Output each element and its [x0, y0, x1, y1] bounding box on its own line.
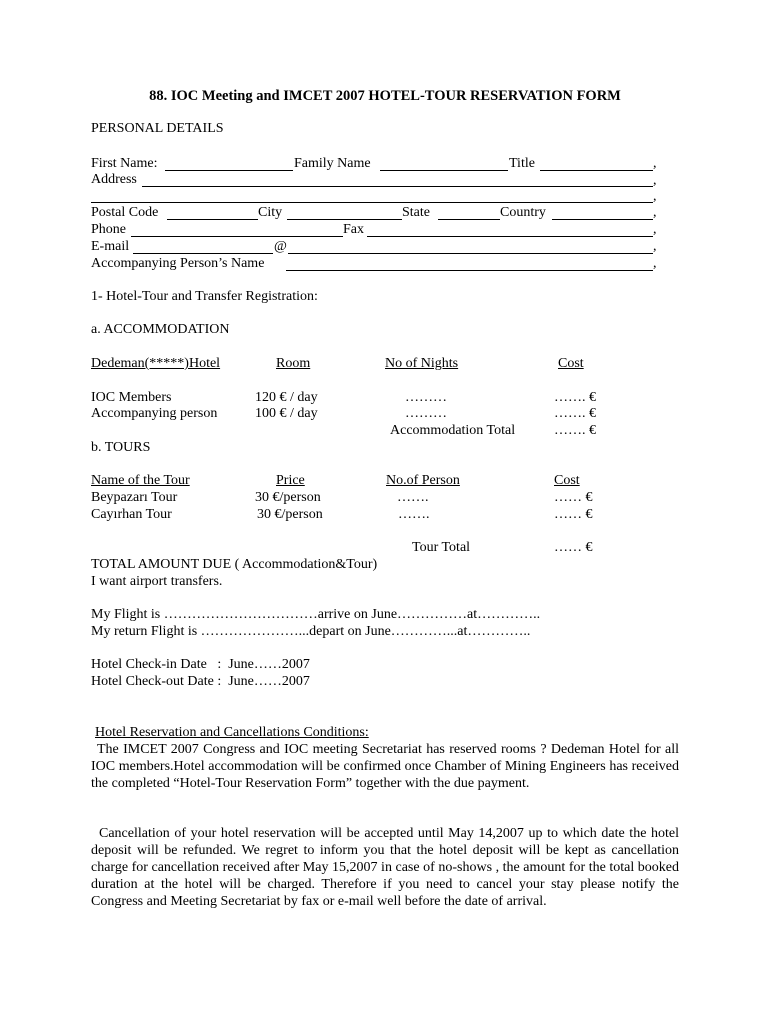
tour-header-persons: No.of Person — [386, 473, 460, 488]
tour-header-price: Price — [276, 473, 305, 488]
form-title: 88. IOC Meeting and IMCET 2007 HOTEL-TOUR RESERVATION FORM — [149, 88, 621, 104]
acc-row-cost[interactable]: ……. € — [554, 406, 596, 421]
tour-row-cost[interactable]: …… € — [554, 507, 593, 522]
tour-row-price: 30 €/person — [255, 490, 321, 505]
accommodation-total-cost[interactable]: ……. € — [554, 423, 596, 438]
comma: , — [653, 173, 657, 188]
acc-row-nights[interactable]: ……… — [405, 390, 447, 405]
acc-row-type: Accompanying person — [91, 406, 218, 421]
tour-row-name: Beypazarı Tour — [91, 490, 178, 505]
acc-header-cost: Cost — [558, 356, 584, 371]
acc-header-hotel: Dedeman(*****)Hotel — [91, 356, 221, 371]
at-sign: @ — [274, 239, 287, 254]
comma: , — [653, 156, 657, 171]
tour-row-name: Cayırhan Tour — [91, 507, 172, 522]
city-field[interactable] — [287, 219, 402, 220]
acc-row-room: 100 € / day — [255, 406, 318, 421]
personal-details-heading: PERSONAL DETAILS — [91, 121, 224, 136]
country-label: Country — [500, 205, 546, 220]
acc-header-nights: No of Nights — [385, 356, 459, 371]
address-field-2[interactable] — [91, 202, 653, 203]
conditions-heading: Hotel Reservation and Cancellations Conditions: — [95, 725, 369, 740]
accommodation-heading: a. ACCOMMODATION — [91, 322, 230, 337]
comma: , — [653, 256, 657, 271]
tour-total-cost[interactable]: …… € — [554, 540, 593, 555]
tour-row-persons[interactable]: ……. — [397, 490, 429, 505]
comma: , — [653, 222, 657, 237]
checkin-date[interactable]: Hotel Check-in Date : June……2007 — [91, 657, 310, 672]
accommodation-total-label: Accommodation Total — [390, 423, 516, 438]
accompanying-person-label: Accompanying Person’s Name — [91, 256, 265, 271]
acc-row-room: 120 € / day — [255, 390, 318, 405]
checkout-date[interactable]: Hotel Check-out Date : June……2007 — [91, 674, 310, 689]
tour-row-cost[interactable]: …… € — [554, 490, 593, 505]
tour-row-persons[interactable]: ……. — [398, 507, 430, 522]
email-label: E-mail — [91, 239, 130, 254]
state-field[interactable] — [438, 219, 500, 220]
first-name-label: First Name: — [91, 156, 158, 171]
postal-code-field[interactable] — [167, 219, 258, 220]
tour-header-cost: Cost — [554, 473, 580, 488]
comma: , — [653, 239, 657, 254]
acc-row-cost[interactable]: ……. € — [554, 390, 596, 405]
conditions-paragraph-1: The IMCET 2007 Congress and IOC meeting Secretariat has reserved rooms ? Dedeman Hotel for all IOC members.Hotel accommodation will be confirmed once Chamber of Mining Engineers has received the completed “Hotel-Tour Reservation Form” together with the due payment. — [91, 742, 679, 791]
country-field[interactable] — [552, 219, 653, 220]
comma: , — [653, 189, 657, 204]
first-name-field[interactable] — [165, 170, 293, 171]
tour-total-label: Tour Total — [412, 540, 471, 555]
acc-row-nights[interactable]: ……… — [405, 406, 447, 421]
postal-code-label: Postal Code — [91, 205, 159, 220]
city-label: City — [258, 205, 283, 220]
tour-header-name: Name of the Tour — [91, 473, 190, 488]
tours-heading: b. TOURS — [91, 440, 151, 455]
accompanying-person-field[interactable] — [286, 270, 653, 271]
phone-field[interactable] — [131, 236, 343, 237]
tour-row-price: 30 €/person — [257, 507, 323, 522]
title-label: Title — [509, 156, 535, 171]
address-field-1[interactable] — [142, 186, 653, 187]
address-label: Address — [91, 172, 137, 187]
phone-label: Phone — [91, 222, 126, 237]
registration-heading: 1- Hotel-Tour and Transfer Registration: — [91, 289, 318, 304]
family-name-label: Family Name — [294, 156, 371, 171]
return-flight-line[interactable]: My return Flight is …………………...depart on June…………...at………….. — [91, 624, 531, 639]
title-field[interactable] — [540, 170, 653, 171]
state-label: State — [402, 205, 430, 220]
comma: , — [653, 205, 657, 220]
airport-transfer-line: I want airport transfers. — [91, 574, 223, 589]
fax-label: Fax — [343, 222, 364, 237]
family-name-field[interactable] — [380, 170, 508, 171]
acc-row-type: IOC Members — [91, 390, 172, 405]
acc-header-room: Room — [276, 356, 311, 371]
fax-field[interactable] — [367, 236, 653, 237]
total-amount-due: TOTAL AMOUNT DUE ( Accommodation&Tour) — [91, 557, 378, 572]
email-domain-field[interactable] — [288, 253, 653, 254]
conditions-paragraph-2: Cancellation of your hotel reservation will be accepted until May 14,2007 up to which date the hotel deposit will be refunded. We regret to inform you that the hotel deposit will be kept as cancellation charge for cancellation received after May 15,2007 in case of no-shows , the amount for the total booked duration at the hotel will be charged. Therefore if you need to cancel your stay please notify the Congress and Meeting Secretariat by fax or e-mail well before the date of arrival. — [91, 826, 679, 909]
email-user-field[interactable] — [133, 253, 273, 254]
flight-line[interactable]: My Flight is ……………………………arrive on June……………at………….. — [91, 607, 541, 622]
